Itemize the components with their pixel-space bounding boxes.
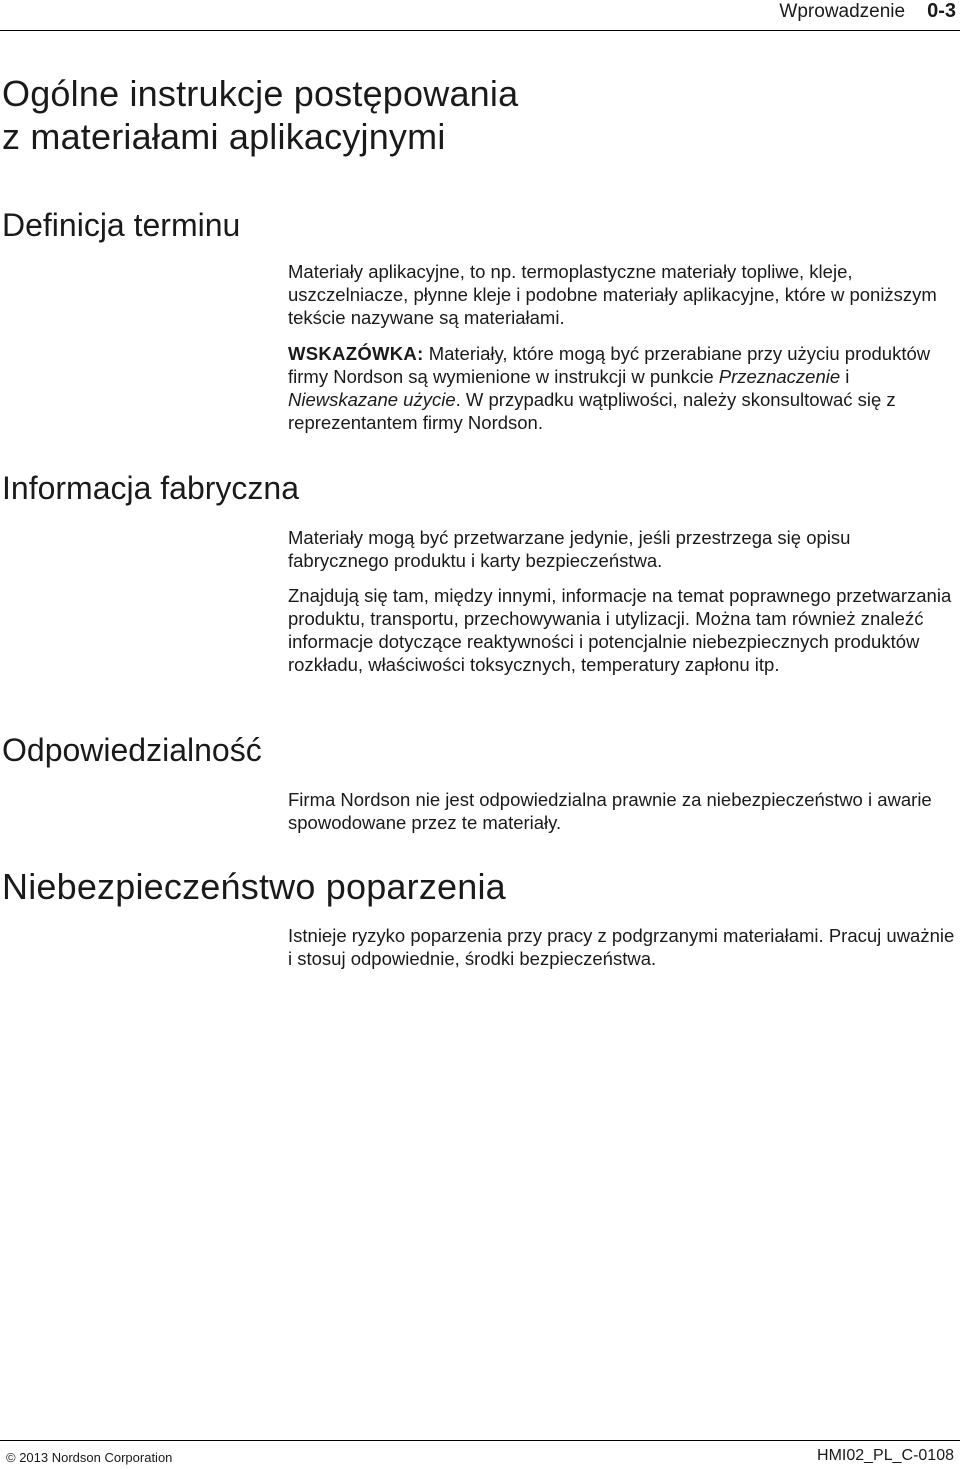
header-divider [0, 30, 960, 31]
footer-divider [0, 1440, 960, 1441]
heading-definition: Definicja terminu [2, 207, 241, 243]
factory-paragraph-1: Materiały mogą być przetwarzane jedynie, jeśli przestrzega się opisu fabrycznego produktu i karty bezpieczeństwa. [288, 527, 851, 571]
footer-document-code: HMI02_PL_C-0108 [817, 1447, 954, 1464]
responsibility-paragraph: Firma Nordson nie jest odpowiedzialna prawnie za niebezpieczeństwo i awarie spowodowane przez te materiały. [288, 789, 932, 833]
header-page-number: 0-3 [927, 0, 956, 22]
note-paragraph [288, 342, 956, 434]
footer-copyright: © 2013 Nordson Corporation [6, 1450, 173, 1465]
note-reference-misuse: Niewskazane użycie [288, 389, 456, 410]
note-text-2: i [840, 366, 850, 387]
main-title-line-2: z materiałami aplikacyjnymi [2, 116, 446, 157]
page-header [779, 0, 956, 24]
note-text-1: Materiały, które mogą być przerabiane przy użyciu produktów firmy Nordson są wymienione w instrukcji w punkcie [288, 343, 931, 387]
heading-responsibility: Odpowiedzialność [2, 732, 262, 768]
header-section-title: Wprowadzenie [779, 1, 906, 22]
heading-burn-hazard: Niebezpieczeństwo poparzenia [2, 866, 506, 907]
note-label: WSKAZÓWKA: [288, 343, 424, 364]
note-reference-purpose: Przeznaczenie [718, 366, 841, 387]
main-title-line-1: Ogólne instrukcje postępowania [2, 73, 519, 114]
heading-factory-info: Informacja fabryczna [2, 470, 300, 506]
note-text-3: . W przypadku wątpliwości, należy skonsultować się z reprezentantem firmy Nordson. [288, 389, 896, 433]
factory-paragraph-2: Znajdują się tam, między innymi, informacje na temat poprawnego przetwarzania produktu, transportu, przechowywania i utylizacji. Można tam również znaleźć informacje dotyczące reaktywności i potencjalnie niebezpiecznych produktów rozkładu, właściwości toksycznych, temperatury zapłonu itp. [288, 585, 952, 675]
burn-paragraph: Istnieje ryzyko poparzenia przy pracy z podgrzanymi materiałami. Pracuj uważnie i stosuj odpowiednie, środki bezpieczeństwa. [288, 925, 955, 969]
main-title [2, 72, 518, 158]
definition-paragraph: Materiały aplikacyjne, to np. termoplastyczne materiały topliwe, kleje, uszczelniacze, płynne kleje i podobne materiały aplikacyjne, które w poniższym tekście nazywane są materiałami. [288, 261, 937, 328]
